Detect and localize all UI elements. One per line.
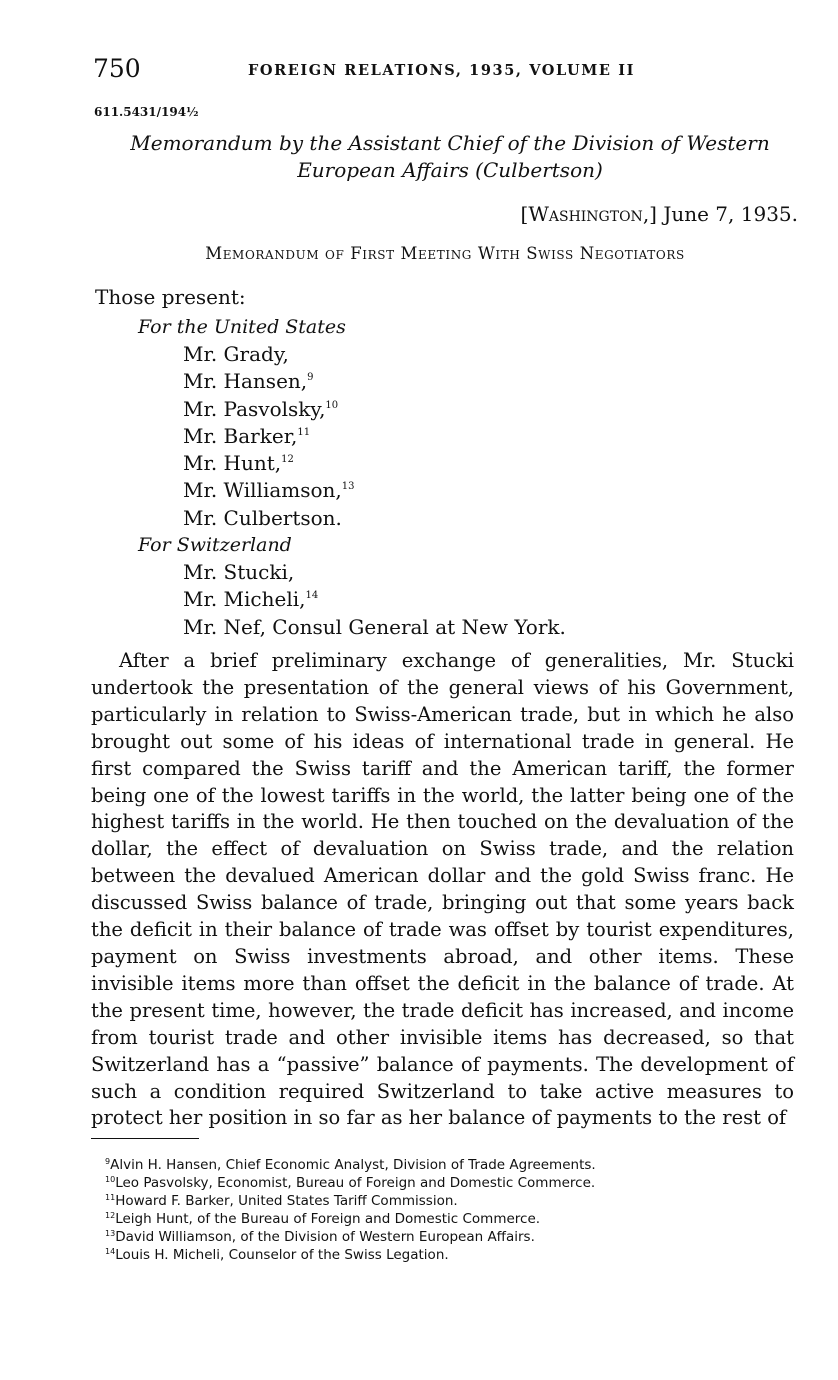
footnotes [105, 1156, 795, 1264]
page-header [93, 54, 793, 88]
attendee-name: Mr. Barker,$^{11}$ [183, 423, 311, 448]
footnote: $^9$Alvin H. Hansen, Chief Economic Analyst, Division of Trade Agreements. [105, 1157, 596, 1173]
attendee-name: Mr. Williamson,$^{13}$ [183, 478, 355, 503]
swiss-names-list [183, 559, 566, 641]
dateline-date: ,] June 7, 1935. [642, 202, 798, 226]
dateline-prefix: [ [520, 202, 529, 226]
us-side-label: For the United States [138, 316, 346, 338]
attendee-name: Mr. Nef, Consul General at New York. [183, 614, 566, 639]
swiss-side-label: For Switzerland [138, 534, 292, 556]
us-names-list [183, 341, 355, 532]
page-number: 750 [93, 54, 141, 83]
attendee-name: Mr. Grady, [183, 342, 289, 366]
attendee-name: Mr. Micheli,$^{14}$ [183, 587, 319, 612]
dateline [521, 202, 799, 226]
footnote: $^{12}$Leigh Hunt, of the Bureau of Foreign and Domestic Commerce. [105, 1211, 541, 1227]
dateline-place: Washington [528, 202, 643, 226]
body-paragraph: After a brief preliminary exchange of generalities, Mr. Stucki undertook the presentation of the general views of his Government, particularly in relation to Swiss-American trade, but in which he also brought out some of his ideas of international trade in general. He first compared the Swiss tariff and the American tariff, the former being one of the lowest tariffs in the world, the latter being one of the highest tariffs in the world. He then touched on the devaluation of the dollar, the effect of devaluation on Swiss trade, and the relation between the devalued American dollar and the gold Swiss franc. He discussed Swiss balance of trade, bringing out that some years back the deficit in their balance of trade was offset by tourist expenditures, payment on Swiss investments abroad, and other items. These invisible items more than offset the deficit in the balance of trade. At the present time, however, the trade deficit has increased, and income from tourist trade and other invisible items has decreased, so that Switzerland has a “passive” balance of payments. The development of such a condition required Switzerland to take active measures to protect her position in so far as her balance of payments to the rest of [91, 649, 794, 1130]
running-title: FOREIGN RELATIONS, 1935, VOLUME II [248, 62, 636, 79]
document-title: Memorandum by the Assistant Chief of the Division of Western European Affairs (Culbertson) [130, 131, 770, 182]
footnote: $^{14}$Louis H. Micheli, Counselor of the Swiss Legation. [105, 1247, 449, 1263]
footnote: $^{11}$Howard F. Barker, United States Tariff Commission. [105, 1193, 458, 1209]
attendee-name: Mr. Stucki, [183, 560, 295, 584]
footnote: $^{10}$Leo Pasvolsky, Economist, Bureau of Foreign and Domestic Commerce. [105, 1175, 596, 1191]
footnote: $^{13}$David Williamson, of the Division of Western European Affairs. [105, 1229, 535, 1245]
attendee-name: Mr. Pasvolsky,$^{10}$ [183, 396, 339, 421]
attendee-name: Mr. Hunt,$^{12}$ [183, 451, 294, 476]
memo-heading: Memorandum of First Meeting With Swiss Negotiators [205, 244, 685, 263]
attendee-name: Mr. Culbertson. [183, 505, 342, 530]
footnote-rule [91, 1138, 199, 1139]
file-number: 611.5431/194½ [94, 105, 199, 119]
attendee-name: Mr. Hansen,$^9$ [183, 369, 314, 394]
present-label: Those present: [95, 285, 246, 309]
